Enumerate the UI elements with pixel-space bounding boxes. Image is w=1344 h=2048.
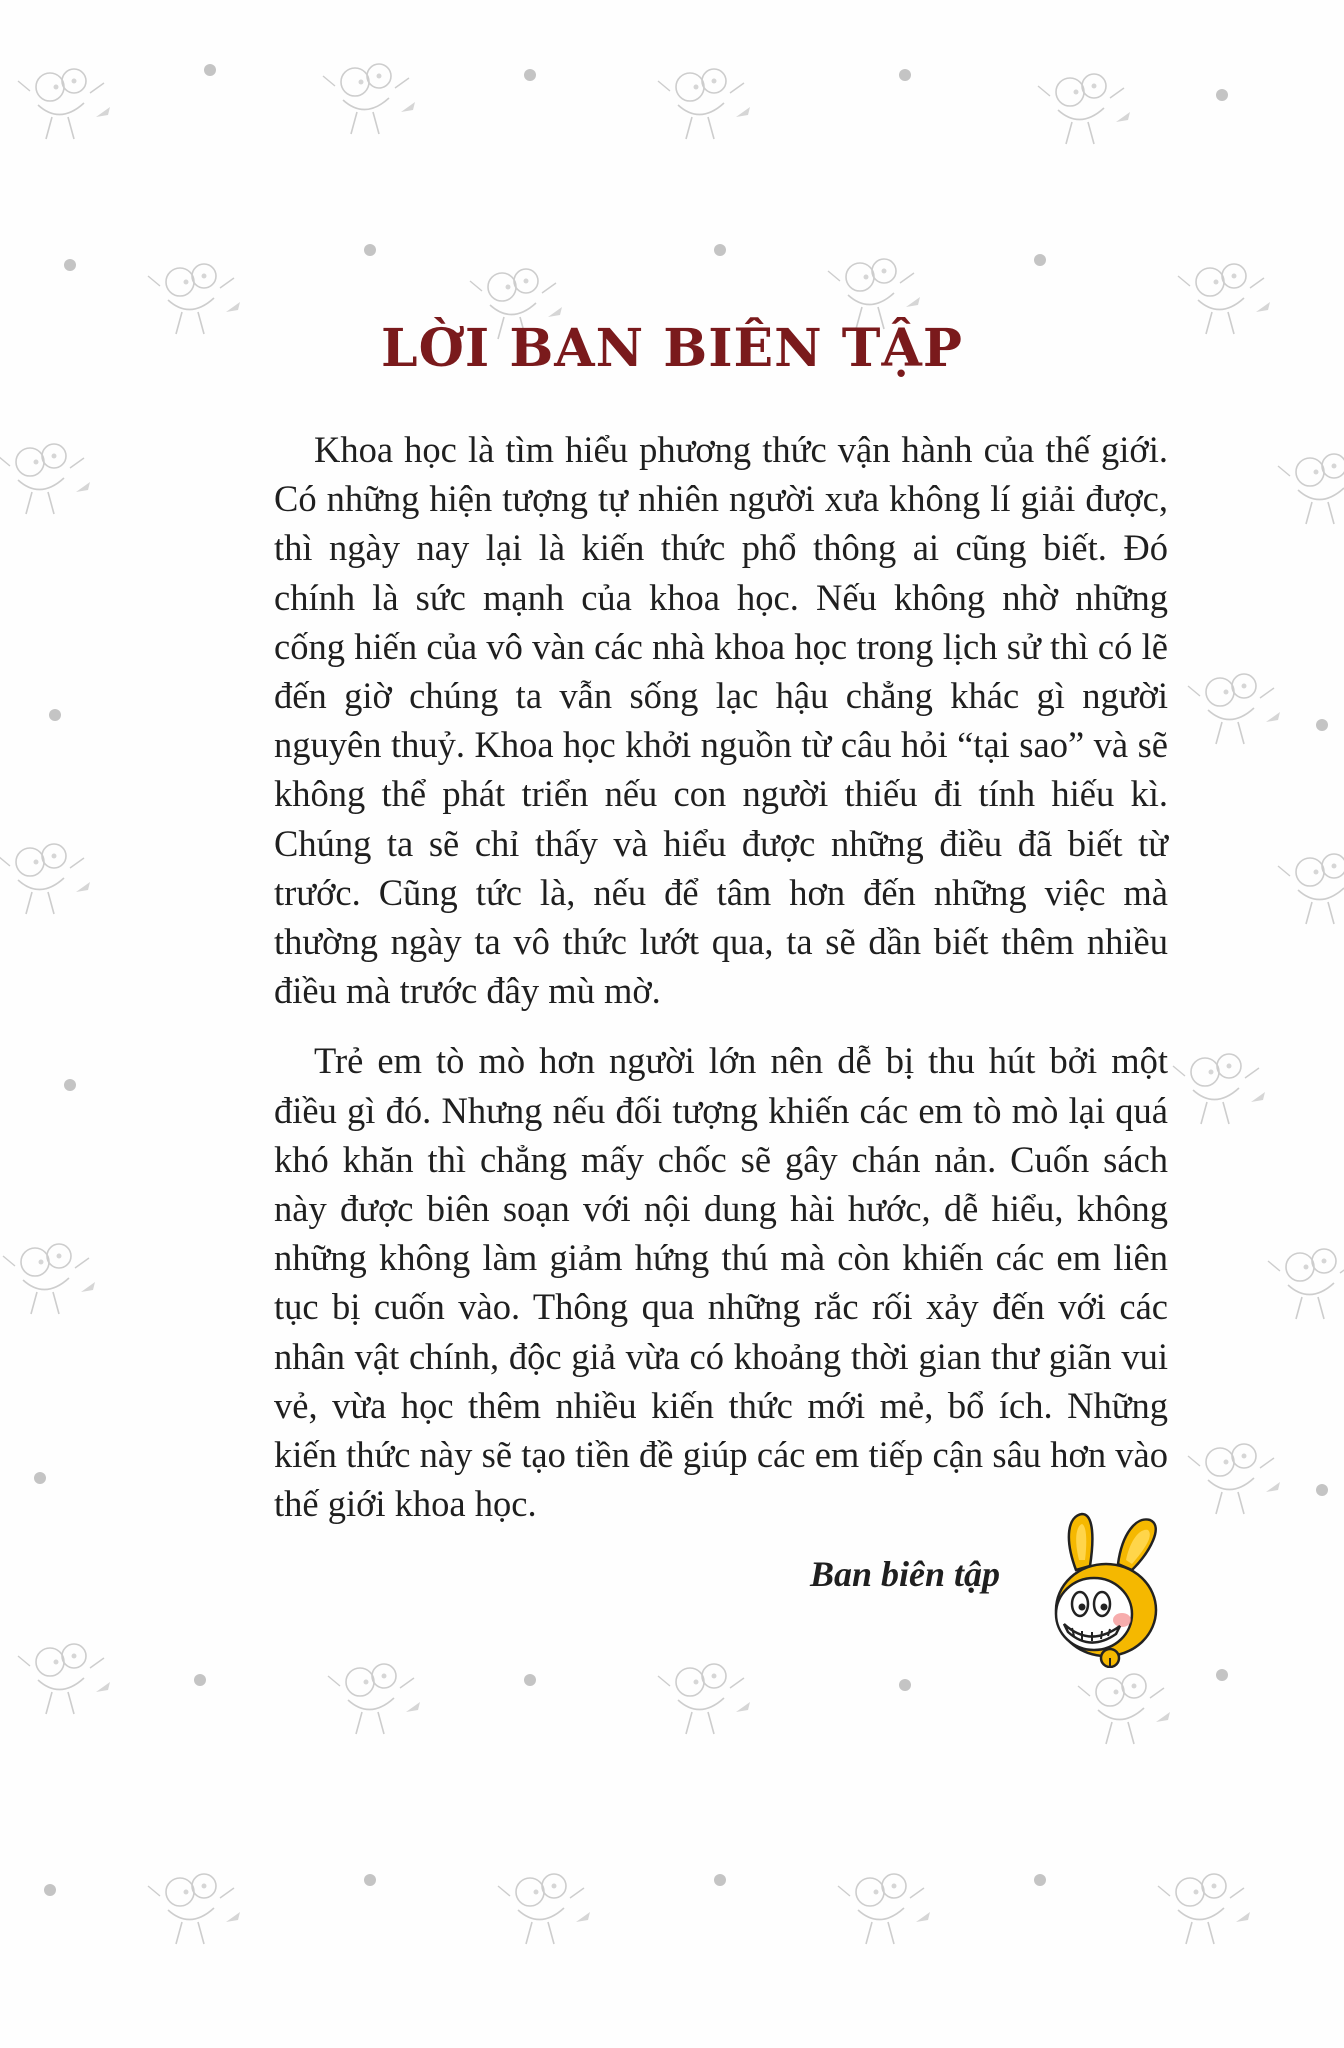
signature: Ban biên tập <box>809 1554 1000 1594</box>
paragraph-2: Trẻ em tò mò hơn người lớn nên dễ bị thu hút bởi một điều gì đó. Nhưng nếu đối tượng khiến các em tò mò lại quá khó khăn thì chẳng mấy chốc sẽ gây chán nản. Cuốn sách này được biên soạn với nội dung hài hước, dễ hiểu, không những không làm giảm hứng thú mà còn khiến các em liên tục bị cuốn vào. Thông qua những rắc rối xảy đến với các nhân vật chính, độc giả vừa có khoảng thời gian thư giãn vui vẻ, vừa học thêm nhiều kiến thức mới mẻ, bổ ích. Những kiến thức này sẽ tạo tiền đề giúp các em tiếp cận sâu hơn vào thế giới khoa học. <box>274 1040 1168 1525</box>
yellow-bunny-hood-mascot-icon <box>1024 1508 1184 1668</box>
body-text <box>274 425 1168 1528</box>
page-title: LỜI BAN BIÊN TẬP <box>381 318 963 379</box>
paragraph-1: Khoa học là tìm hiểu phương thức vận hành của thế giới. Có những hiện tượng tự nhiên người xưa không lí giải được, thì ngày nay lại là kiến thức phổ thông ai cũng biết. Đó chính là sức mạnh của khoa học. Nếu không nhờ những cống hiến của vô vàn các nhà khoa học trong lịch sử thì có lẽ đến giờ chúng ta vẫn sống lạc hậu chẳng khác gì người nguyên thuỷ. Khoa học khởi nguồn từ câu hỏi “tại sao” và sẽ không thể phát triển nếu con người thiếu đi tính hiếu kì. Chúng ta sẽ chỉ thấy và hiểu được những điều đã biết từ trước. Cũng tức là, nếu để tâm hơn đến những việc mà thường ngày ta vô thức lướt qua, ta sẽ dần biết thêm nhiều điều mà trước đây mù mờ. <box>274 429 1168 1012</box>
